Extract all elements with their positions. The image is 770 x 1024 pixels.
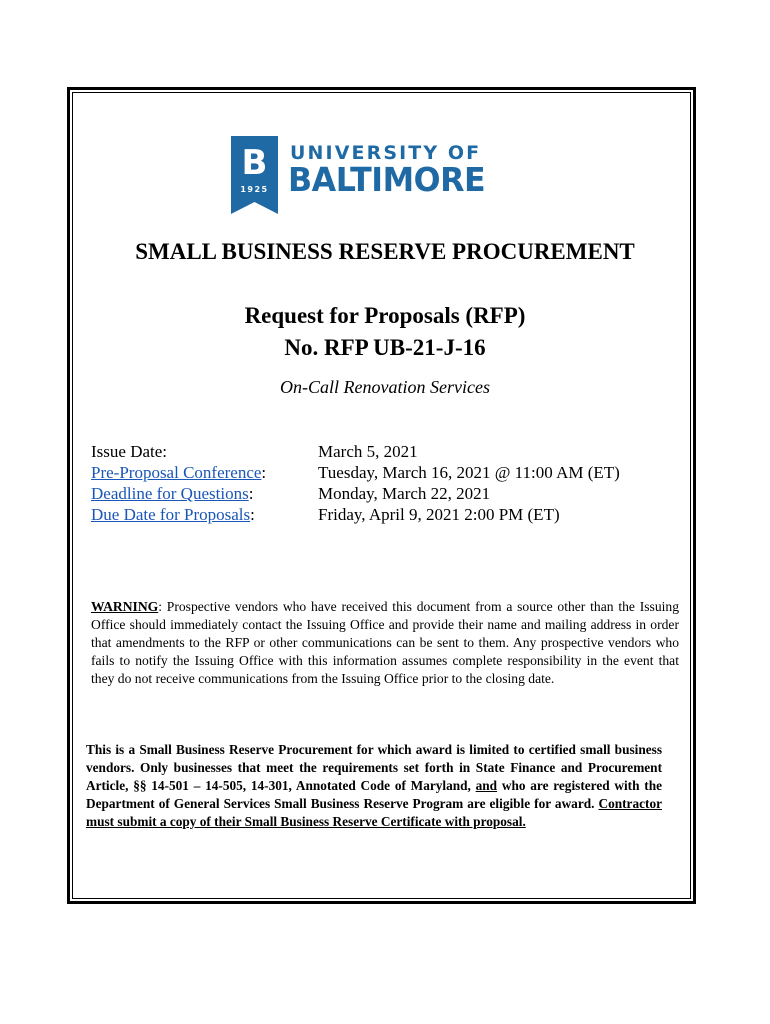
deadline-for-questions-link[interactable]: Deadline for Questions [91,484,249,503]
issue-date-value: March 5, 2021 [318,442,418,461]
questions-deadline-value: Monday, March 22, 2021 [318,484,491,503]
notice-text-part1: This is a Small Business Reserve Procurement for which award is limited to certified small business vendors. Only businesses that meet the requirements set forth in State Finance and Procurement Article, §§ 14-501 – 14-505, 14-301, Annotated Code of Maryland, [86,742,662,793]
warning-text: : Prospective vendors who have received this document from a source other than the Issuing Office should immediately contact the Issuing Office and provide their name and mailing address in order that amendments to the RFP or other communications can be sent to them. Any prospective vendors who fails to notify the Issuing Office with this information assumes complete responsibility in the event that they do not receive communications from the Issuing Office prior to the closing date. [91,599,679,686]
document-title: SMALL BUSINESS RESERVE PROCUREMENT [135,239,635,264]
project-subtitle: On-Call Renovation Services [280,377,490,397]
warning-label: WARNING [91,599,159,614]
questions-colon: : [248,484,254,503]
logo-text-line1: UNIVERSITY OF [290,142,482,164]
university-logo [231,136,541,214]
pre-proposal-value: Tuesday, March 16, 2021 @ 11:00 AM (ET) [318,463,620,482]
due-date-colon: : [250,505,255,524]
pre-proposal-conference-link[interactable]: Pre-Proposal Conference [91,463,262,482]
pre-proposal-colon: : [261,463,267,482]
warning-paragraph [91,598,679,688]
sbr-notice-paragraph [86,741,662,831]
due-date-for-proposals-link[interactable]: Due Date for Proposals [91,505,251,524]
notice-and: and [475,778,498,793]
logo-text-line2: BALTIMORE [288,160,486,199]
rfp-heading-line1: Request for Proposals (RFP) [244,303,526,328]
notice-text-part2: who are registered with the Department of General Services Small Business Reserve Program are eligible for award. [86,778,662,811]
issue-date-label: Issue Date: [91,442,168,461]
logo-banner-letter: B [241,143,268,183]
rfp-number: No. RFP UB-21-J-16 [284,335,486,360]
due-date-value: Friday, April 9, 2021 2:00 PM (ET) [318,505,560,524]
logo-banner-year: 1925 [240,185,269,194]
notice-certificate-requirement: Contractor must submit a copy of their Small Business Reserve Certificate with proposal. [86,796,662,829]
rfp-heading [0,300,770,364]
logo-banner-icon [231,136,278,214]
